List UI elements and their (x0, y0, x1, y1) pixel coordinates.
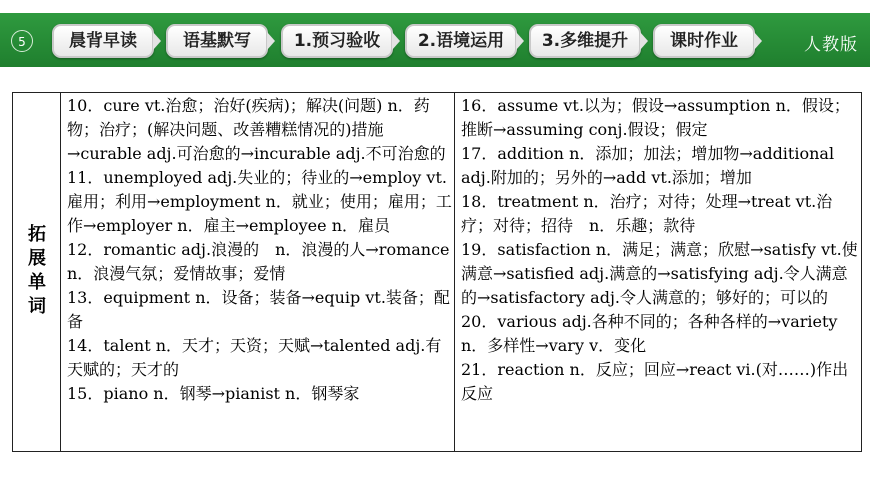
right-vocab-column (455, 93, 861, 451)
tab-basic-dictation[interactable]: 语基默写 (166, 24, 268, 58)
vocab-entry-unemployed: 11．unemployed adj.失业的；待业的→employ vt.雇用；利用→employment n．就业；使用；雇用；工作→employer n．雇主→employee n．雇员 (67, 168, 452, 235)
vocab-entry-treatment: 18．treatment n．治疗；对待；处理→treat vt.治疗；对待；招待 n．乐趣；款待 (461, 192, 833, 235)
edition-label: 人教版 (804, 35, 858, 55)
vocab-entry-addition: 17．addition n．添加；加法；增加物→additional adj.附加的；另外的→add vt.添加；增加 (461, 144, 835, 187)
vocab-entry-assume: 16．assume vt.以为；假设→assumption n．假设；推断→assuming conj.假设；假定 (461, 96, 850, 139)
left-vocab-column (61, 93, 455, 451)
tab-context-use[interactable]: 2.语境运用 (405, 24, 517, 58)
vocab-entry-equipment: 13．equipment n．设备；装备→equip vt.装备；配备 (67, 288, 450, 331)
vocab-entry-talent: 14．talent n．天才；天资；天赋→talented adj.有天赋的；天才的 (67, 336, 442, 379)
vocab-entry-reaction: 21．reaction n．反应；回应→react vi.(对……)作出反应 (461, 360, 849, 403)
tab-multi-improve[interactable]: 3.多维提升 (529, 24, 641, 58)
tab-homework[interactable]: 课时作业 (653, 24, 755, 58)
vocab-entry-romantic: 12．romantic adj.浪漫的 n．浪漫的人→romance n．浪漫气氛；爱情故事；爱情 (67, 240, 450, 283)
vocab-entry-satisfaction: 19．satisfaction n．满足；满意；欣慰→satisfy vt.使满意→satisfied adj.满意的→satisfying adj.令人满意的→satisfactory adj.令人满意的；够好的；可以的 (461, 240, 858, 307)
tab-preview-check[interactable]: 1.预习验收 (281, 24, 393, 58)
vocab-entry-piano: 15．piano n．钢琴→pianist n．钢琴家 (67, 384, 360, 403)
top-navigation (0, 0, 870, 78)
vocab-entry-various: 20．various adj.各种不同的；各种各样的→variety n．多样性→vary v．变化 (461, 312, 838, 355)
vocab-entry-cure: 10．cure vt.治愈；治好(疾病)；解决(问题) n．药物；治疗；(解决问题、改善糟糕情况的)措施→curable adj.可治愈的→incurable adj.不可治愈的 (67, 96, 446, 163)
section-label-cell (13, 93, 61, 451)
page-number-badge: 5 (11, 30, 33, 52)
tab-morning-reading[interactable]: 晨背早读 (52, 24, 154, 58)
section-label: 拓展单词 (28, 224, 46, 317)
vocabulary-table (12, 92, 862, 452)
